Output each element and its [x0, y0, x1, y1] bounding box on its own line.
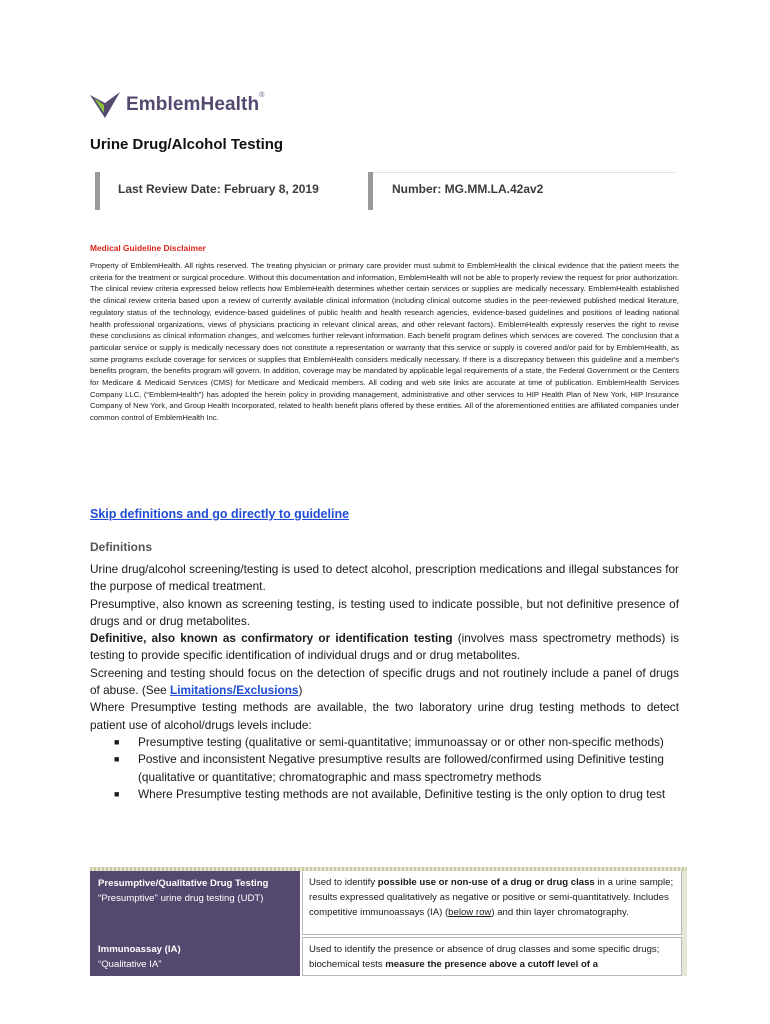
emblemhealth-logo [90, 92, 264, 118]
definitions-heading: Definitions [90, 540, 152, 554]
bullet-icon: ■ [114, 788, 120, 799]
table-row-header [90, 871, 300, 937]
row-subtitle: “Qualitative IA” [98, 959, 162, 970]
definition-paragraph: Screening and testing should focus on the detection of specific drugs and not routinely include a panel of drugs of abuse. (See Limitations/Exclusions) [90, 665, 679, 698]
table-cell-description: Used to identify the presence or absence of drug classes and some specific drugs; biochemical tests measure the presence above a cutoff level of a [302, 937, 682, 976]
definition-paragraph: Urine drug/alcohol screening/testing is used to detect alcohol, prescription medications and illegal substances for the purpose of medical treatment. [90, 562, 679, 594]
row-title: Immunoassay (IA) [98, 944, 181, 955]
definition-paragraph: Definitive, also known as confirmatory or identification testing (involves mass spectrometry methods) is testing to provide specific identification of individual drugs and or drug metabolites. [90, 631, 679, 663]
definition-paragraph: Where Presumptive testing methods are available, the two laboratory urine drug testing methods to detect patient use of alcohol/drugs levels include: [90, 700, 679, 732]
last-review-date: Last Review Date: February 8, 2019 [118, 182, 319, 196]
definitions-body [90, 561, 679, 803]
bullet-icon: ■ [114, 754, 120, 765]
page-title: Urine Drug/Alcohol Testing [90, 136, 284, 153]
testing-methods-list [90, 734, 679, 803]
list-item: ■ Where Presumptive testing methods are not available, Definitive testing is the only option to drug test [90, 786, 679, 803]
below-row-link[interactable]: below row [448, 907, 492, 918]
definition-paragraph: Presumptive, also known as screening testing, is testing used to indicate possible, but not definitive presence of drugs and or drug metabolites. [90, 596, 679, 628]
skip-to-guideline-link[interactable]: Skip definitions and go directly to guideline [90, 507, 350, 521]
table-cell-description: Used to identify possible use or non-use of a drug or drug class in a urine sample; results expressed qualitatively as negative or positive or semi-quantitatively. Includes competitive immunoassays (IA) (below row) and thin layer chromatography. [302, 871, 682, 935]
disclaimer-body: Property of EmblemHealth. All rights reserved. The treating physician or primary care provider must submit to EmblemHealth the clinical evidence that the patient meets the criteria for the treatment or surgical procedure. Without this documentation and information, EmblemHealth will not be able to properly review the request for prior authorization. The clinical review criteria expressed below reflects how EmblemHealth determines whether certain services or supplies are medically necessary. EmblemHealth established the clinical review criteria based upon a review of currently available clinical information (including clinical outcome studies in the peer-reviewed published medical literature, regulatory status of the technology, evidence-based guidelines of public health and health research agencies, evidence-based guidelines and positions of leading national health professional organizations, views of physicians practicing in relevant clinical areas, and other relevant factors). EmblemHealth expressly reserves the right to revise these conclusions as clinical information changes, and welcomes further relevant information. Each benefit program defines which services are covered. The conclusion that a particular service or supply is medically necessary does not constitute a representation or warranty that this service or supply is covered and/or paid for by EmblemHealth, as some programs exclude coverage for services or supplies that EmblemHealth considers medically necessary. If there is a discrepancy between this guideline and a member's benefits program, the benefits program will govern. In addition, coverage may be mandated by applicable legal requirements of a state, the Federal Government or the Centers for Medicare & Medicaid Services (CMS) for Medicare and Medicaid members. All coding and web site links are accurate at time of publication. EmblemHealth Services Company LLC, (“EmblemHealth”) has adopted the herein policy in providing management, administrative and other services to HIP Health Plan of New York, HIP Insurance Company of New York, and Group Health Incorporated, related to health benefit plans offered by these entities. All of the aforementioned entities are affiliated companies under common control of EmblemHealth Inc. [90, 261, 679, 423]
document-number: Number: MG.MM.LA.42av2 [392, 182, 544, 196]
divider-bar [95, 172, 100, 210]
logo-wordmark: EmblemHealth® [126, 92, 265, 115]
divider-bar [368, 172, 373, 210]
row-subtitle: “Presumptive" urine drug testing (UDT) [98, 893, 264, 904]
emblem-logo-icon [90, 92, 120, 118]
table-row-header [90, 937, 300, 976]
limitations-exclusions-link[interactable]: Limitations/Exclusions [170, 683, 299, 698]
definitive-term: Definitive, also known as confirmatory or identification testing [90, 631, 453, 646]
list-item: ■ Postive and inconsistent Negative presumptive results are followed/confirmed using Definitive testing (qualitative or quantitative; chromatographic and mass spectrometry methods [114, 752, 664, 784]
bullet-icon: ■ [114, 736, 120, 747]
row-title: Presumptive/Qualitative Drug Testing [98, 878, 269, 889]
disclaimer-title: Medical Guideline Disclaimer [90, 243, 206, 253]
divider-line [370, 172, 675, 173]
list-item: ■ Presumptive testing (qualitative or semi-quantitative; immunoassay or or other non-specific methods) [90, 734, 679, 751]
